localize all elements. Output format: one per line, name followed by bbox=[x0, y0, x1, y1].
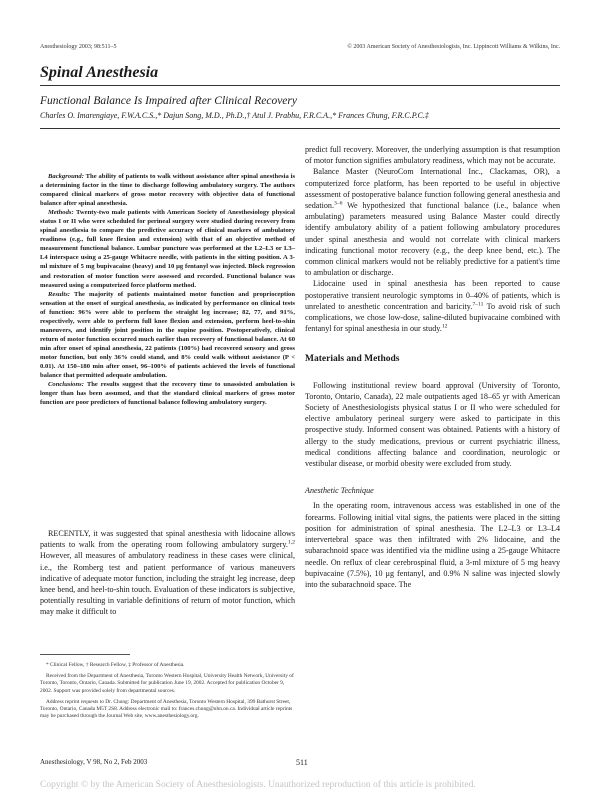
abstract-methods-text: Twenty-two male patients with American Society of Anesthesiology physical status I or II who were scheduled for perineal surgery were studied during recovery from spinal anesthesia to compare the predictive accuracy of clinical markers of ambulatory readiness (e.g., full knee flexion and extension) with that of an objective method of measurement functional balance. Lumbar puncture was performed at the L2–L3 or L3–L4 interspace using a 25-gauge Whitacre needle, with patients in the sitting position. A 3-ml mixture of 5 mg bupivacaine (heavy) and 10 μg fentanyl was injected. Block regression and restoration of motor function were assessed and recorded. Functional balance was measured using a computerized force platform method. bbox=[40, 209, 295, 289]
intro-paragraph bbox=[40, 528, 295, 618]
author-rule bbox=[40, 128, 560, 129]
abstract-results bbox=[40, 290, 295, 380]
subsection-heading: Anesthetic Technique bbox=[305, 486, 374, 496]
page-number: 511 bbox=[296, 758, 308, 767]
abstract-methods bbox=[40, 208, 295, 289]
citation: 1,2 bbox=[287, 539, 295, 546]
paragraph-text-cont: To avoid risk of such complications, we chose low-dose, saline-diluted bupivacaine combined with fentanyl for spinal anesthesia in our study. bbox=[305, 301, 560, 334]
abstract-conclusions-text: The results suggest that the recovery time to unassisted ambulation is longer than has been assumed, and that the standard clinical markers of gross motor function are poor predictors of functional balance following ambulatory surgery. bbox=[40, 381, 295, 407]
paragraph bbox=[305, 166, 560, 278]
paragraph: In the operating room, intravenous access was established in one of the forearms. Following initial vital signs, the patients were placed in the sitting position for administration of spinal anesthesia. The L2–L3 or L3–L4 intervertebral space was then infiltrated with 2% lidocaine, and the subarachnoid space was identified via the midline using a 25-gauge Whitacre needle. On reflux of clear cerebrospinal fluid, a 3-ml mixture of 5 mg heavy bupivacaine (7.5%), 10 μg fentanyl, and 0.9% N saline was injected slowly into the subarachnoid space. The bbox=[305, 501, 560, 589]
abstract-methods-label: Methods: bbox=[48, 209, 74, 217]
running-header-left: Anesthesiology 2003; 98:511–5 bbox=[40, 44, 117, 50]
copyright-watermark: Copyright © by the American Society of Anesthesiologists. Unauthorized reproduction of this article is prohibited. bbox=[40, 780, 476, 790]
citation: 7–11 bbox=[472, 301, 484, 308]
right-column bbox=[305, 144, 560, 590]
footnote-affiliations: * Clinical Fellow, † Research Fellow, ‡ Professor of Anesthesia. bbox=[46, 662, 185, 668]
section-heading: Materials and Methods bbox=[305, 354, 400, 365]
abstract-conclusions bbox=[40, 380, 295, 407]
citation: 3–6 bbox=[334, 200, 343, 207]
footer-journal: Anesthesiology, V 98, No 2, Feb 2003 bbox=[40, 758, 148, 766]
intro-text-cont: However, all measures of ambulatory readiness in these cases were clinical, i.e., the Romberg test and patient performance of various maneuvers indicative of adequate motor function, including the straight leg increase, deep knee bend, and heel-to-shin touch. Evaluation of these indicators is subjective, potentially resulting in variable definitions of return of motor function, which may make it difficult to bbox=[40, 551, 295, 617]
footnote-rule bbox=[40, 654, 130, 655]
abstract-background bbox=[40, 172, 295, 208]
intro-text: RECENTLY, it was suggested that spinal anesthesia with lidocaine allows patients to walk from the operating room following ambulatory surgery. bbox=[40, 529, 295, 550]
paragraph: Following institutional review board approval (University of Toronto, Toronto, Ontario, Canada), 22 male outpatients aged 18–65 yr with American Society of Anesthesiologists physical status I or II who were scheduled for elective ambulatory perineal surgery were asked to participate in this prospective study. Informed consent was obtained. Patients with a history of allergy to the study medications, previous or current psychiatric illness, medical conditions affecting balance and coordination, neurologic or vestibular disease, or morbid obesity were excluded from study. bbox=[305, 380, 560, 469]
abstract-conclusions-label: Conclusions: bbox=[48, 381, 84, 389]
article-title: Functional Balance Is Impaired after Clinical Recovery bbox=[40, 95, 297, 107]
section-title: Spinal Anesthesia bbox=[40, 64, 159, 81]
paragraph: predict full recovery. Moreover, the underlying assumption is that resumption of motor function signifies ambulatory readiness, which may not be accurate. bbox=[305, 145, 560, 166]
paragraph-text: Lidocaine used in spinal anesthesia has been reported to cause postoperative transient neurologic symptoms in 0–40% of patients, which is unrelated to anesthetic concentration and baricity. bbox=[305, 279, 560, 311]
running-header-right: © 2003 American Society of Anesthesiologists, Inc. Lippincott Williams & Wilkins, Inc. bbox=[347, 44, 560, 50]
abstract-results-label: Results: bbox=[48, 290, 70, 298]
abstract-background-text: The ability of patients to walk without assistance after spinal anesthesia is a determining factor in the time to discharge following ambulatory surgery. The authors compared clinical markers of gross motor recovery with objective data of functional balance after spinal anesthesia. bbox=[40, 173, 296, 208]
author-list: Charles O. Imarengiaye, F.W.A.C.S.,* Dajun Song, M.D., Ph.D.,† Atul J. Prabhu, F.R.C.A.,* Frances Chung, F.R.C.P.C.‡ bbox=[40, 111, 429, 120]
abstract-results-text: The majority of patients maintained motor function and proprioception sensation at the onset of surgical anesthesia, as indicated by performance on clinical tests of function: 96% were able to perform the straight leg increase; 82, 77, and 91%, respectively, were able to perform full knee flexion and extension, perform heel-to-shin maneuvers, and identify joint position in the supine position. Postoperatively, clinical return of motor function occurred much earlier than recovery of functional balance. At 60 min after onset of spinal anesthesia, 22 patients (100%) had recovered sensory and gross motor function, but only 36% could stand, and 8% could walk without assistance (P < 0.01). At 150–180 min after onset, 96–100% of patients achieved the levels of functional balance that permitted adequate ambulation. bbox=[40, 290, 295, 380]
header-rule bbox=[40, 85, 560, 86]
citation: 12 bbox=[441, 323, 448, 330]
paragraph bbox=[305, 278, 560, 334]
abstract bbox=[40, 172, 295, 407]
footnote-received: Received from the Department of Anesthesia, Toronto Western Hospital, University Health Network, University of Toronto, Toronto, Ontario, Canada. Submitted for publication June 19, 2002. Accepted for publication October 9, 2002. Support was provided solely from departmental sources. bbox=[40, 673, 294, 694]
paragraph-text-cont: We hypothesized that functional balance (i.e., balance when ambulating) parameters measured using Balance Master could directly identify ambulatory ability of a patient following ambulatory procedures under spinal anesthesia and would not correlate with clinical markers indicating functional motor recovery (e.g., the deep knee bend, etc.). The common clinical markers would not be reliably predictive for a patient's time to ambulation or discharge. bbox=[305, 201, 560, 278]
footnotes bbox=[40, 662, 295, 724]
paragraph-text: Balance Master (NeuroCom International Inc., Clackamas, OR), a computerized force platform, has been reported to be useful in objective assessment of postoperative balance function following general anesthesia and sedation. bbox=[305, 167, 560, 211]
abstract-background-label: Background: bbox=[48, 173, 84, 180]
footnote-reprints: Address reprint requests to Dr. Chung: Department of Anesthesia, Toronto Western Hospital, 399 Bathurst Street, Toronto, Ontario, Canada M5T 2S8. Address electronic mail to: frances.chung@uhn.on.ca. Individual article reprints may be purchased through the Journal Web site, www.anesthesiology.org. bbox=[40, 698, 293, 720]
